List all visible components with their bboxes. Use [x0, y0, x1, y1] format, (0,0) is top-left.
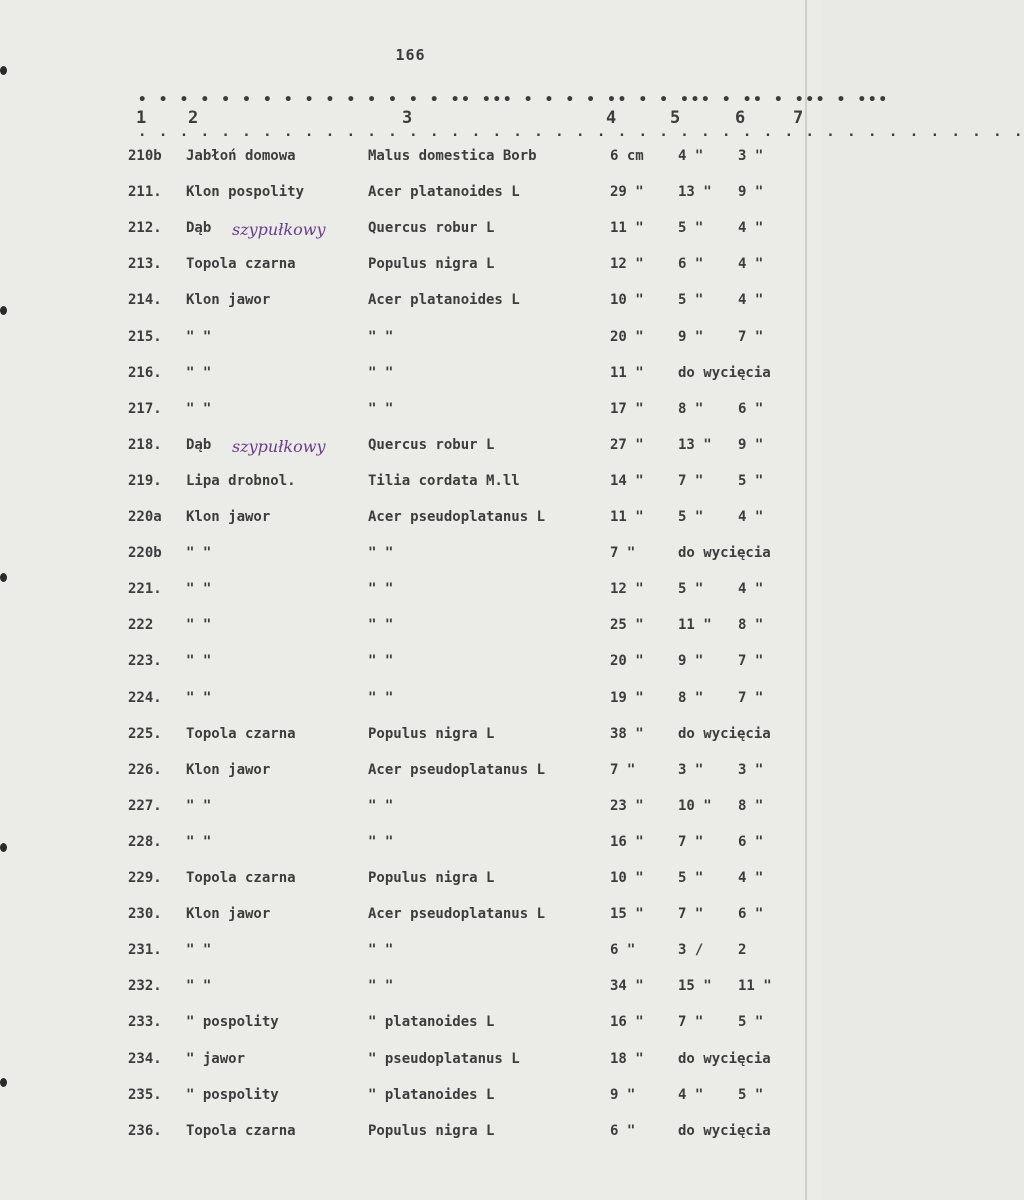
table-row: [0, 473, 821, 501]
polish-name: Klon jawor: [186, 762, 271, 778]
diameter: 27 ": [610, 437, 644, 453]
height-or-note: do wycięcia: [678, 365, 771, 381]
latin-name: Malus domestica Borb: [368, 148, 537, 164]
latin-name: " ": [368, 329, 394, 345]
height-or-note: 10 ": [678, 798, 712, 814]
diameter: 25 ": [610, 617, 644, 633]
crown-value: 6 ": [738, 834, 764, 850]
height-or-note: 7 ": [678, 906, 704, 922]
polish-name: Topola czarna: [186, 726, 296, 742]
row-number: 214.: [128, 292, 162, 308]
diameter: 12 ": [610, 581, 644, 597]
table-row: [0, 1087, 821, 1115]
polish-name: " ": [186, 545, 212, 561]
table-row: [0, 256, 821, 284]
polish-name: " ": [186, 978, 212, 994]
polish-name: " ": [186, 617, 212, 633]
row-number: 215.: [128, 329, 162, 345]
crown-value: 4 ": [738, 581, 764, 597]
column-header: 1: [136, 108, 147, 128]
column-header: 4: [606, 108, 617, 128]
crown-value: 9 ": [738, 437, 764, 453]
crown-value: 7 ": [738, 690, 764, 706]
table-row: [0, 798, 821, 826]
crown-value: 11 ": [738, 978, 772, 994]
polish-name: Topola czarna: [186, 256, 296, 272]
row-number: 213.: [128, 256, 162, 272]
row-number: 233.: [128, 1014, 162, 1030]
latin-name: " ": [368, 545, 394, 561]
table-row: [0, 365, 821, 393]
row-number: 225.: [128, 726, 162, 742]
table-row: [0, 834, 821, 862]
latin-name: Quercus robur L: [368, 220, 495, 236]
height-or-note: 3 ": [678, 762, 704, 778]
table-row: [0, 942, 821, 970]
polish-name: " ": [186, 834, 212, 850]
column-header: 6: [735, 108, 746, 128]
height-or-note: do wycięcia: [678, 1123, 771, 1139]
row-number: 211.: [128, 184, 162, 200]
latin-name: " ": [368, 617, 394, 633]
latin-name: Acer pseudoplatanus L: [368, 906, 546, 922]
crown-value: 7 ": [738, 653, 764, 669]
crown-value: 6 ": [738, 401, 764, 417]
table-row: [0, 437, 821, 465]
latin-name: " ": [368, 401, 394, 417]
column-header: 5: [670, 108, 681, 128]
crown-value: 6 ": [738, 906, 764, 922]
latin-name: Tilia cordata M.ll: [368, 473, 520, 489]
diameter: 6 ": [610, 942, 636, 958]
height-or-note: 4 ": [678, 148, 704, 164]
latin-name: " platanoides L: [368, 1014, 495, 1030]
table-row: [0, 1051, 821, 1079]
diameter: 34 ": [610, 978, 644, 994]
diameter: 20 ": [610, 329, 644, 345]
latin-name: " ": [368, 365, 394, 381]
table-row: [0, 545, 821, 573]
height-or-note: do wycięcia: [678, 545, 771, 561]
height-or-note: 5 ": [678, 581, 704, 597]
crown-value: 3 ": [738, 762, 764, 778]
crown-value: 8 ": [738, 617, 764, 633]
polish-name: Klon jawor: [186, 509, 271, 525]
diameter: 14 ": [610, 473, 644, 489]
latin-name: " pseudoplatanus L: [368, 1051, 520, 1067]
latin-name: " ": [368, 942, 394, 958]
polish-name: " ": [186, 581, 212, 597]
table-row: [0, 726, 821, 754]
diameter: 11 ": [610, 509, 644, 525]
diameter: 17 ": [610, 401, 644, 417]
latin-name: Acer platanoides L: [368, 184, 520, 200]
table-row: [0, 220, 821, 248]
page-number: 166: [395, 46, 426, 64]
height-or-note: 7 ": [678, 473, 704, 489]
table-row: [0, 690, 821, 718]
latin-name: " ": [368, 798, 394, 814]
row-number: 230.: [128, 906, 162, 922]
crown-value: 4 ": [738, 256, 764, 272]
diameter: 9 ": [610, 1087, 636, 1103]
polish-name: " ": [186, 690, 212, 706]
height-or-note: do wycięcia: [678, 1051, 771, 1067]
polish-name: " ": [186, 365, 212, 381]
row-number: 220b: [128, 545, 162, 561]
diameter: 20 ": [610, 653, 644, 669]
polish-name: Dąb: [186, 220, 212, 236]
table-row: [0, 870, 821, 898]
row-number: 222: [128, 617, 154, 633]
diameter: 7 ": [610, 545, 636, 561]
latin-name: " ": [368, 581, 394, 597]
height-or-note: 8 ": [678, 401, 704, 417]
table-row: [0, 292, 821, 320]
crown-value: 5 ": [738, 473, 764, 489]
polish-name: Klon pospolity: [186, 184, 305, 200]
diameter: 38 ": [610, 726, 644, 742]
diameter: 10 ": [610, 870, 644, 886]
column-header: 2: [188, 108, 199, 128]
latin-name: Populus nigra L: [368, 256, 495, 272]
punch-hole: [0, 1078, 7, 1087]
polish-name: " ": [186, 942, 212, 958]
table-row: [0, 1014, 821, 1042]
diameter: 11 ": [610, 365, 644, 381]
table-row: [0, 1123, 821, 1151]
row-number: 224.: [128, 690, 162, 706]
diameter: 15 ": [610, 906, 644, 922]
table-row: [0, 184, 821, 212]
latin-name: Acer pseudoplatanus L: [368, 762, 546, 778]
dotted-rule: . . . . . . . . . . . . . . . . . . . . . . . . . . . . . . . . . . . . . . . . . . .: [138, 124, 1024, 140]
row-number: 223.: [128, 653, 162, 669]
polish-name: Topola czarna: [186, 1123, 296, 1139]
height-or-note: 4 ": [678, 1087, 704, 1103]
row-number: 221.: [128, 581, 162, 597]
height-or-note: 9 ": [678, 329, 704, 345]
polish-name: " ": [186, 401, 212, 417]
table-row: [0, 401, 821, 429]
polish-name: Lipa drobnol.: [186, 473, 296, 489]
row-number: 229.: [128, 870, 162, 886]
height-or-note: 5 ": [678, 220, 704, 236]
table-row: [0, 906, 821, 934]
diameter: 6 ": [610, 1123, 636, 1139]
polish-name: Topola czarna: [186, 870, 296, 886]
height-or-note: 5 ": [678, 870, 704, 886]
column-header: 7: [793, 108, 804, 128]
row-number: 232.: [128, 978, 162, 994]
diameter: 29 ": [610, 184, 644, 200]
polish-name: " ": [186, 798, 212, 814]
crown-value: 5 ": [738, 1014, 764, 1030]
diameter: 16 ": [610, 834, 644, 850]
height-or-note: 5 ": [678, 292, 704, 308]
row-number: 216.: [128, 365, 162, 381]
diameter: 10 ": [610, 292, 644, 308]
table-row: [0, 509, 821, 537]
latin-name: " ": [368, 978, 394, 994]
table-row: [0, 329, 821, 357]
height-or-note: 8 ": [678, 690, 704, 706]
height-or-note: 6 ": [678, 256, 704, 272]
latin-name: Acer pseudoplatanus L: [368, 509, 546, 525]
polish-name: " ": [186, 329, 212, 345]
latin-name: Populus nigra L: [368, 1123, 495, 1139]
polish-name: " pospolity: [186, 1014, 279, 1030]
row-number: 227.: [128, 798, 162, 814]
diameter: 6 cm: [610, 148, 644, 164]
crown-value: 9 ": [738, 184, 764, 200]
crown-value: 4 ": [738, 870, 764, 886]
row-number: 220a: [128, 509, 162, 525]
polish-name: Klon jawor: [186, 292, 271, 308]
diameter: 19 ": [610, 690, 644, 706]
handwritten-annotation: szypułkowy: [232, 437, 326, 456]
latin-name: " ": [368, 834, 394, 850]
polish-name: Jabłoń domowa: [186, 148, 296, 164]
row-number: 228.: [128, 834, 162, 850]
polish-name: " jawor: [186, 1051, 246, 1067]
diameter: 18 ": [610, 1051, 644, 1067]
diameter: 11 ": [610, 220, 644, 236]
height-or-note: 15 ": [678, 978, 712, 994]
table-row: [0, 581, 821, 609]
row-number: 212.: [128, 220, 162, 236]
crown-value: 8 ": [738, 798, 764, 814]
latin-name: " ": [368, 690, 394, 706]
latin-name: " ": [368, 653, 394, 669]
crown-value: 2: [738, 942, 747, 958]
crown-value: 4 ": [738, 292, 764, 308]
height-or-note: 7 ": [678, 834, 704, 850]
column-header: 3: [402, 108, 413, 128]
height-or-note: 5 ": [678, 509, 704, 525]
height-or-note: 13 ": [678, 437, 712, 453]
dotted-rule: • • • • • • • • • • • • • • • •• ••• • • • • •• • • ••• • •• • ••• • •••: [138, 92, 889, 108]
latin-name: Quercus robur L: [368, 437, 495, 453]
height-or-note: 9 ": [678, 653, 704, 669]
table-row: [0, 653, 821, 681]
crown-value: 4 ": [738, 220, 764, 236]
table-row: [0, 148, 821, 176]
latin-name: Populus nigra L: [368, 726, 495, 742]
polish-name: " pospolity: [186, 1087, 279, 1103]
row-number: 226.: [128, 762, 162, 778]
height-or-note: 7 ": [678, 1014, 704, 1030]
table-row: [0, 617, 821, 645]
diameter: 16 ": [610, 1014, 644, 1030]
crown-value: 4 ": [738, 509, 764, 525]
table-row: [0, 762, 821, 790]
height-or-note: 11 ": [678, 617, 712, 633]
crown-value: 3 ": [738, 148, 764, 164]
crown-value: 7 ": [738, 329, 764, 345]
diameter: 7 ": [610, 762, 636, 778]
polish-name: " ": [186, 653, 212, 669]
row-number: 219.: [128, 473, 162, 489]
latin-name: Populus nigra L: [368, 870, 495, 886]
row-number: 210b: [128, 148, 162, 164]
height-or-note: 3 /: [678, 942, 704, 958]
latin-name: " platanoides L: [368, 1087, 495, 1103]
height-or-note: 13 ": [678, 184, 712, 200]
crown-value: 5 ": [738, 1087, 764, 1103]
polish-name: Klon jawor: [186, 906, 271, 922]
table-row: [0, 978, 821, 1006]
row-number: 218.: [128, 437, 162, 453]
punch-hole: [0, 66, 7, 75]
handwritten-annotation: szypułkowy: [232, 220, 326, 239]
row-number: 231.: [128, 942, 162, 958]
row-number: 234.: [128, 1051, 162, 1067]
latin-name: Acer platanoides L: [368, 292, 520, 308]
diameter: 23 ": [610, 798, 644, 814]
polish-name: Dąb: [186, 437, 212, 453]
height-or-note: do wycięcia: [678, 726, 771, 742]
row-number: 235.: [128, 1087, 162, 1103]
diameter: 12 ": [610, 256, 644, 272]
row-number: 217.: [128, 401, 162, 417]
row-number: 236.: [128, 1123, 162, 1139]
